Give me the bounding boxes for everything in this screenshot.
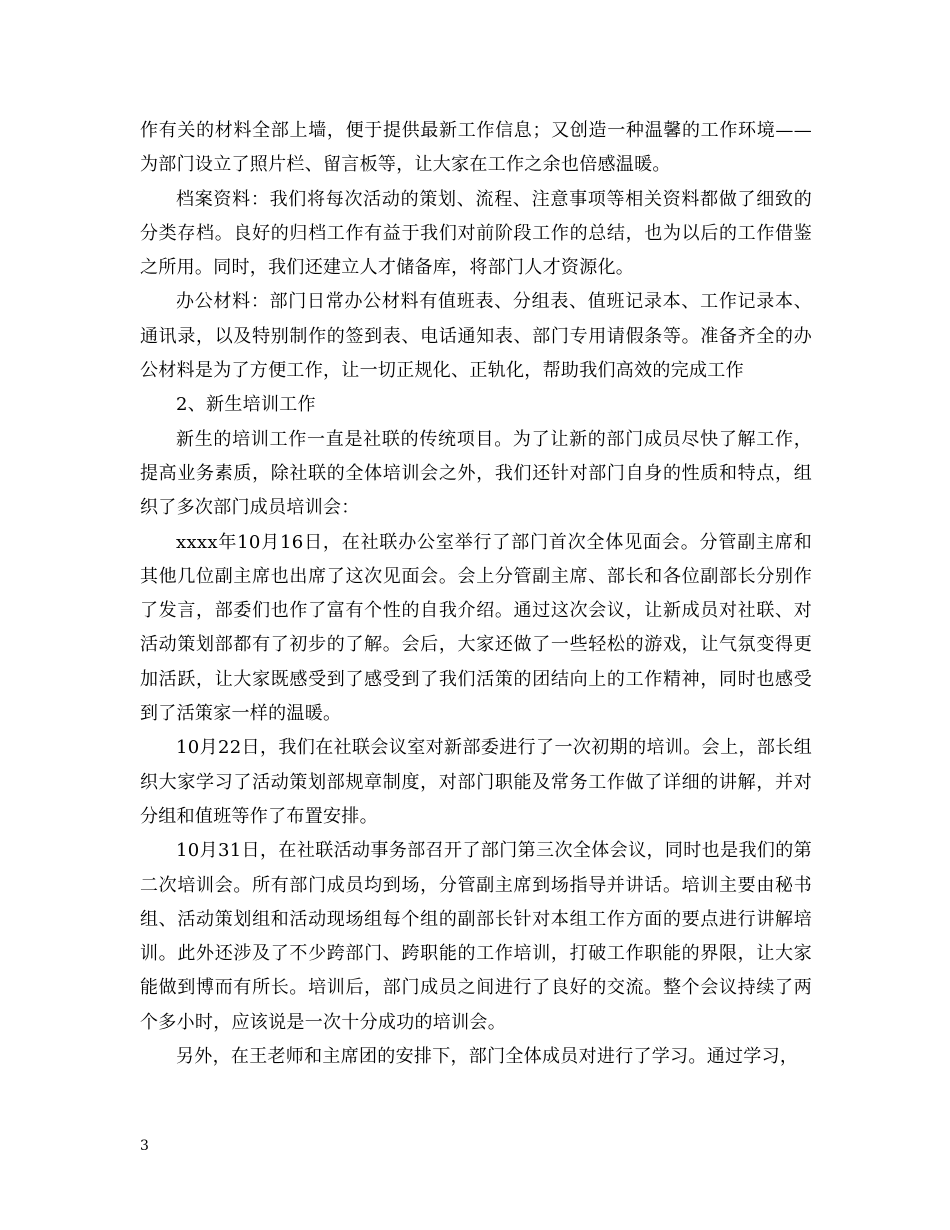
paragraph-first-meeting: xxxx年10月16日，在社联办公室举行了部门首次全体见面会。分管副主席和其他几位副主席也出席了这次见面会。会上分管副主席、部长和各位副部长分别作了发言，部委们也作了富有个性的自我介绍。通过这次会议，让新成员对社联、对活动策划部都有了初步的了解。会后，大家还做了一些轻松的游戏，让气氛变得更加活跃，让大家既感受到了感受到了我们活策的团结向上的工作精神，同时也感受到了活策家一样的温暖。 (140, 531, 812, 725)
paragraph-archives: 档案资料：我们将每次活动的策划、流程、注意事项等相关资料都做了细致的分类存档。良好的归档工作有益于我们对前阶段工作的总结，也为以后的工作借鉴之所用。同时，我们还建立人才储备库，将部门人才资源化。 (140, 188, 812, 279)
paragraph-training-intro: 新生的培训工作一直是社联的传统项目。为了让新的部门成员尽快了解工作，提高业务素质，除社联的全体培训会之外，我们还针对部门自身的性质和特点，组织了多次部门成员培训会： (140, 428, 812, 519)
page-number: 3 (140, 1138, 149, 1154)
section-heading-training: 2、新生培训工作 (176, 394, 316, 416)
paragraph-oct-22: 10月22日，我们在社联会议室对新部委进行了一次初期的培训。会上，部长组织大家学习了活动策划部规章制度，对部门职能及常务工作做了详细的讲解，并对分组和值班等作了布置安排。 (140, 737, 812, 827)
paragraph-additional-study: 另外，在王老师和主席团的安排下，部门全体成员对进行了学习。通过学习， (176, 1046, 799, 1068)
paragraph-continuation: 作有关的材料全部上墙，便于提供最新工作信息；又创造一种温馨的工作环境——为部门设立了照片栏、留言板等，让大家在工作之余也倍感温暖。 (140, 120, 812, 176)
document-body (140, 114, 812, 1074)
paragraph-office-materials: 办公材料：部门日常办公材料有值班表、分组表、值班记录本、工作记录本、通讯录，以及特别制作的签到表、电话通知表、部门专用请假条等。准备齐全的办公材料是为了方便工作，让一切正规化、正轨化，帮助我们高效的完成工作 (140, 291, 812, 382)
paragraph-oct-31: 10月31日，在社联活动事务部召开了部门第三次全体会议，同时也是我们的第二次培训会。所有部门成员均到场，分管副主席到场指导并讲话。培训主要由秘书组、活动策划组和活动现场组每个组的副部长针对本组工作方面的要点进行讲解培训。此外还涉及了不少跨部门、跨职能的工作培训，打破工作职能的界限，让大家能做到博而有所长。培训后，部门成员之间进行了良好的交流。整个会议持续了两个多小时，应该说是一次十分成功的培训会。 (140, 840, 812, 1033)
